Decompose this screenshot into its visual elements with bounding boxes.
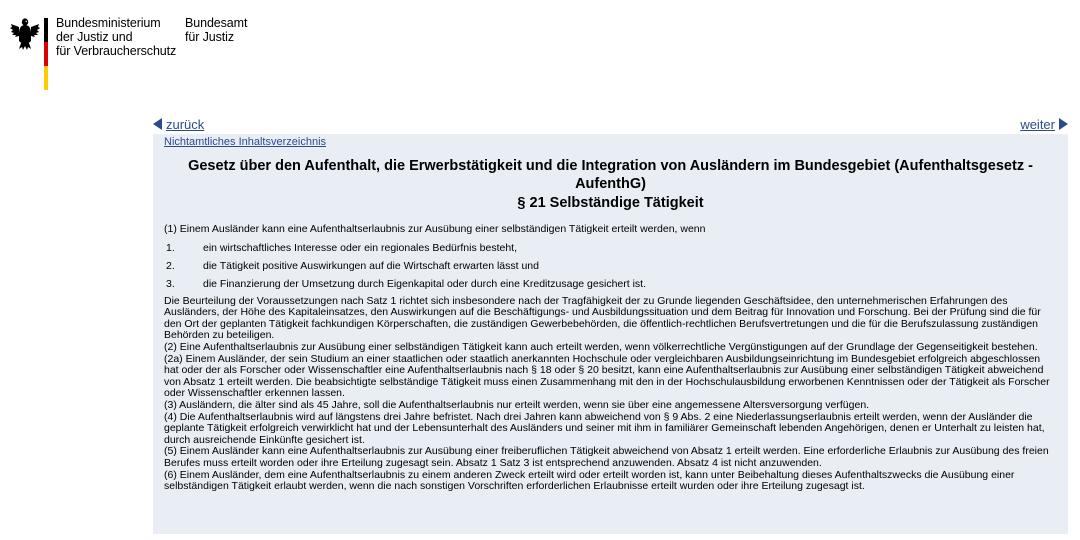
paragraph: (4) Die Aufenthaltserlaubnis wird auf längstens drei Jahre befristet. Nach drei Jahren kann abweichend von § 9 Abs. 2 eine Niederlassungserlaubnis erteilt werden, wenn der Ausländer die geplante Tätigkeit erfolgreich verwirklicht hat und der Lebensunterhalt des Ausländers und seiner mit ihm in familiärer Gemeinschaft lebenden Angehörigen, denen er Unterhalt zu leisten hat, durch ausreichende Einkünfte gesichert ist. <box>164 410 1045 446</box>
paragraph: (6) Einem Ausländer, dem eine Aufenthaltserlaubnis zu einem anderen Zweck erteilt wird oder erteilt worden ist, kann unter Beibehaltung dieses Aufenthaltszwecks die Ausübung einer selbständigen Tätigkeit erlaubt werden, wenn die nach sonstigen Vorschriften erforderlichen Erlaubnisse erteilt wurden oder ihre Erteilung zugesagt ist. <box>164 468 1015 493</box>
list-number: 1. <box>166 241 175 254</box>
list-item <box>164 278 1057 290</box>
ministry-logo-text <box>56 16 176 58</box>
list-item <box>164 242 1057 254</box>
office-line: für Justiz <box>185 30 235 44</box>
nav-back[interactable] <box>153 117 204 132</box>
condition-list <box>164 242 1057 290</box>
nav-forward[interactable] <box>1020 117 1068 132</box>
flag-stripe-gold <box>44 66 48 90</box>
paragraph: (2) Eine Aufenthaltserlaubnis zur Ausübung einer selbständigen Tätigkeit kann auch erteilt werden, wenn völkerrechtliche Vergünstigungen auf der Grundlage der Gegenseitigkeit bestehen. <box>164 340 1038 353</box>
forward-link[interactable]: weiter <box>1020 117 1055 132</box>
toc-row <box>164 136 1057 148</box>
law-title: Gesetz über den Aufenthalt, die Erwerbstätigkeit und die Integration von Ausländern im Bundesgebiet (Aufenthaltsgesetz - AufenthG) <box>188 158 1033 192</box>
list-text: ein wirtschaftliches Interesse oder ein regionales Bedürfnis besteht, <box>203 241 518 254</box>
list-number: 3. <box>166 277 175 290</box>
list-text: die Finanzierung der Umsetzung durch Eigenkapital oder durch eine Kreditzusage gesichert ist. <box>203 277 646 290</box>
back-link[interactable]: zurück <box>166 117 205 132</box>
office-logo-text <box>185 16 247 44</box>
paragraph: (5) Einem Ausländer kann eine Aufenthaltserlaubnis zur Ausübung einer freiberuflichen Tätigkeit abweichend von Absatz 1 erteilt werden. Eine erforderliche Erlaubnis zur Ausübung des freien Berufes muss erteilt worden oder ihre Erteilung zugesagt sein. Absatz 1 Satz 3 ist entsprechend anzuwenden. Absatz 4 ist nicht anzuwenden. <box>164 445 1049 469</box>
ministry-line: Bundesministerium <box>56 16 161 30</box>
flag-stripe-black <box>44 18 48 42</box>
german-flag-bar <box>44 18 48 90</box>
arrow-left-icon <box>153 118 162 130</box>
page-header <box>0 0 1080 95</box>
paragraph-block <box>164 296 1057 493</box>
ministry-line: für Verbraucherschutz <box>56 44 177 58</box>
paragraph: (3) Ausländern, die älter sind als 45 Jahre, soll die Aufenthaltserlaubnis nur erteilt werden, wenn sie über eine angemessene Altersversorgung verfügen. <box>164 398 870 411</box>
section-title: § 21 Selbständige Tätigkeit <box>517 195 704 211</box>
law-content <box>153 134 1068 534</box>
paragraph: (2a) Einem Ausländer, der sein Studium an einer staatlichen oder staatlich anerkannten Hochschule oder vergleichbaren Ausbildungseinrichtung im Bundesgebiet erfolgreich abgeschlossen hat oder der als Forscher oder Wissenschaftler eine Aufenthaltserlaubnis nach § 18 oder § 20 besitzt, kann eine Aufenthaltserlaubnis zur Ausübung einer selbständigen Tätigkeit abweichend von Absatz 1 erteilt werden. Die beabsichtigte selbständige Tätigkeit muss einen Zusammenhang mit den in der Hochschulausbildung erworbenen Kenntnissen oder der Tätigkeit als Forscher oder Wissenschaftler erkennen lassen. <box>164 352 1050 400</box>
list-item <box>164 260 1057 272</box>
paragraph: Die Beurteilung der Voraussetzungen nach Satz 1 richtet sich insbesondere nach der Tragfähigkeit der zu Grunde liegenden Geschäftsidee, den unternehmerischen Erfahrungen des Ausländers, der Höhe des Kapitaleinsatzes, den Auswirkungen auf die Beschäftigungs- und Ausbildungssituation und dem Beitrag für Innovation und Forschung. Bei der Prüfung sind die für den Ort der geplanten Tätigkeit fachkundigen Körperschaften, die zuständigen Gewerbebehörden, die öffentlich-rechtlichen Berufsvertretungen und die für die Berufszulassung zuständigen Behörden zu beteiligen. <box>164 294 1041 342</box>
federal-eagle-icon <box>10 16 40 50</box>
toc-link[interactable]: Nichtamtliches Inhaltsverzeichnis <box>164 136 327 148</box>
list-number: 2. <box>166 259 175 272</box>
office-line: Bundesamt <box>185 16 248 30</box>
list-text: die Tätigkeit positive Auswirkungen auf die Wirtschaft erwarten lässt und <box>203 259 539 272</box>
paragraph-intro: (1) Einem Ausländer kann eine Aufenthaltserlaubnis zur Ausübung einer selbständigen Tätigkeit erteilt werden, wenn <box>164 223 706 235</box>
flag-stripe-red <box>44 42 48 66</box>
arrow-right-icon <box>1059 118 1068 130</box>
ministry-line: der Justiz und <box>56 30 133 44</box>
